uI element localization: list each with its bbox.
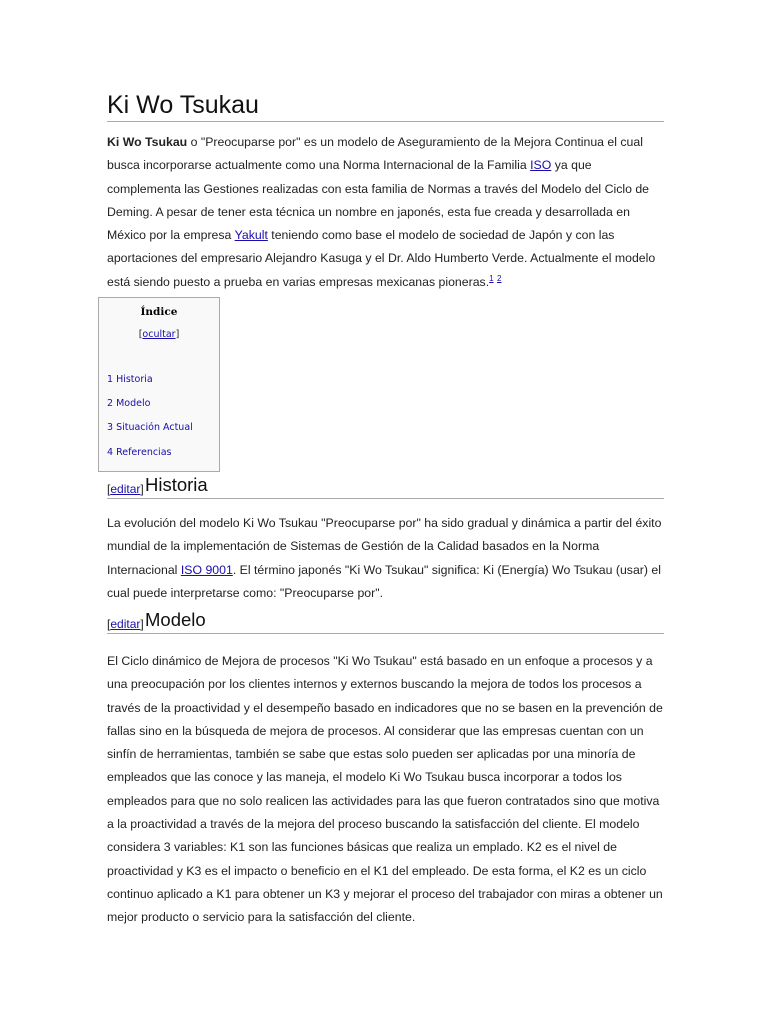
edit-section-modelo: [editar] bbox=[107, 617, 144, 631]
intro-paragraph bbox=[107, 131, 664, 294]
intro-text-3: teniendo como base el modelo de sociedad de Japón y con las aportaciones del empresario Alejandro Kasuga y el Dr. Aldo Humberto Verde. Actualmente el modelo está siendo puesto a prueba en varias empresas mexicanas pioneras. bbox=[107, 228, 656, 289]
section-heading-historia bbox=[107, 474, 664, 499]
toc-toggle: [ocultar] bbox=[138, 329, 180, 340]
iso-9001-link[interactable]: ISO 9001 bbox=[180, 562, 233, 577]
yakult-link[interactable]: Yakult bbox=[234, 228, 268, 243]
historia-text-1: La evolución del modelo Ki Wo Tsukau "Preocuparse por" ha sido gradual y dinámica a partir del éxito mundial de la implementación de Sistemas de Gestión de la Calidad basados en la Norma Internacional bbox=[107, 516, 662, 577]
page-title: Ki Wo Tsukau bbox=[107, 88, 664, 122]
intro-text-2: ya que complementa las Gestiones realizadas con esta familia de Normas a través del Modelo del Ciclo de Deming. A pesar de tener esta técnica un nombre en japonés, esta fue creada y desarrollada en México por la empresa bbox=[107, 158, 650, 243]
section-title-historia: Historia bbox=[145, 474, 208, 495]
toc-item-situacion-actual[interactable]: 3 Situación Actual bbox=[107, 422, 193, 433]
historia-paragraph bbox=[107, 512, 664, 605]
section-heading-modelo bbox=[107, 609, 664, 634]
edit-link-historia[interactable]: editar bbox=[110, 482, 141, 496]
historia-text-2: . El término japonés "Ki Wo Tsukau" significa: Ki (Energía) Wo Tsukau (usar) el cual puede interpretarse como: "Preocuparse por". bbox=[107, 562, 661, 600]
intro-text-1: o "Preocuparse por" es un modelo de Aseguramiento de la Mejora Continua el cual busca incorporarse actualmente como una Norma Internacional de la Familia bbox=[107, 135, 643, 173]
table-of-contents bbox=[98, 297, 220, 472]
modelo-paragraph: El Ciclo dinámico de Mejora de procesos "Ki Wo Tsukau" está basado en un enfoque a procesos y a una preocupación por los clientes internos y externos buscando la mejora de todos los procesos a través de la proactividad y el desempeño basado en indicadores que no se basen en la prevención de fallas sino en la búsqueda de mejora de procesos. Al considerar que las empresas cuentan con un sinfín de herramientas, también se sabe que estas solo pueden ser aplicadas por una minoría de empleados que las conoce y las maneja, el modelo Ki Wo Tsukau busca incorporar a todos los empleados para que no solo realicen las actividades para las que fueron contratados sino que motiva a la proactividad a través de la mejora del proceso buscando la satisfacción del cliente. El modelo considera 3 variables: K1 son las funciones básicas que realiza un emplado. K2 es el nivel de proactividad y K3 es el impacto o beneficio en el K1 del empleado. De esta forma, el K2 es un ciclo continuo aplicado a K1 para obtener un K3 y mejorar el proceso del trabajador con miras a obtener un mejor producto o servicio para la satisfacción del cliente. bbox=[107, 654, 663, 925]
toc-title: Índice bbox=[140, 306, 178, 318]
toc-item-historia[interactable]: 1 Historia bbox=[107, 374, 153, 385]
toc-item-modelo[interactable]: 2 Modelo bbox=[107, 398, 151, 409]
reference-1-link[interactable]: 1 bbox=[489, 273, 494, 283]
edit-link-modelo[interactable]: editar bbox=[110, 617, 141, 631]
section-title-modelo: Modelo bbox=[145, 609, 206, 630]
iso-link[interactable]: ISO bbox=[530, 158, 552, 173]
edit-section-historia: [editar] bbox=[107, 482, 144, 496]
intro-bold-term: Ki Wo Tsukau bbox=[107, 135, 188, 149]
reference-2-link[interactable]: 2 bbox=[497, 273, 502, 283]
toc-hide-link[interactable]: ocultar bbox=[142, 329, 176, 340]
toc-item-referencias[interactable]: 4 Referencias bbox=[107, 447, 172, 458]
